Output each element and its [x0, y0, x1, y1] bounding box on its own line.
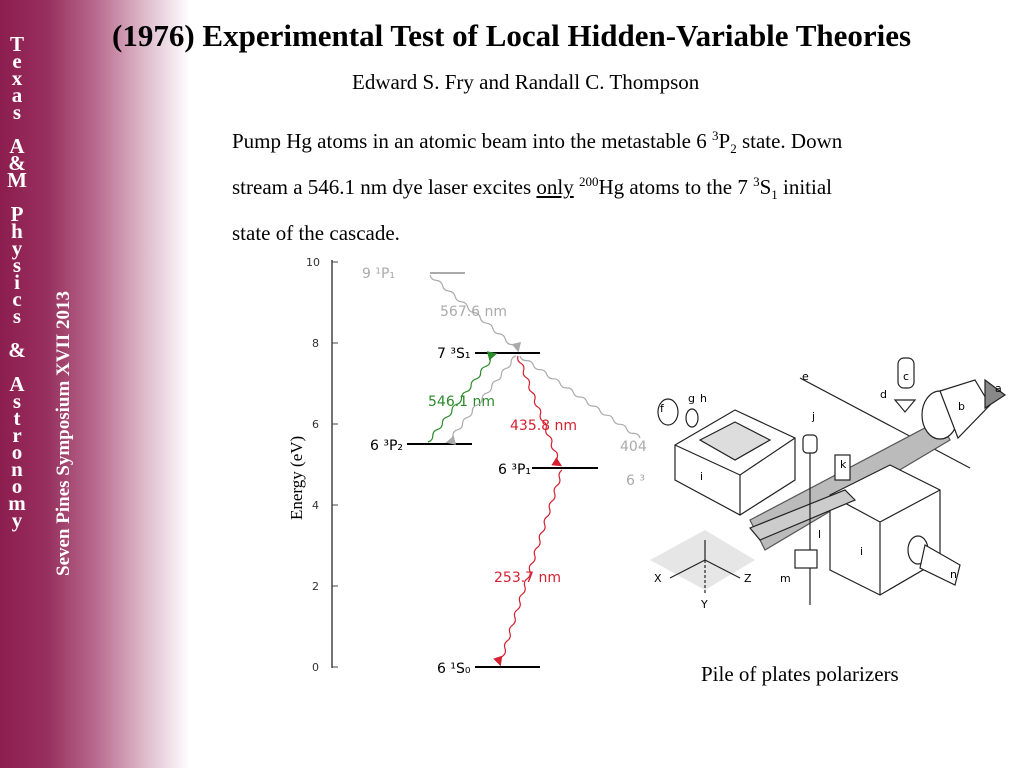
axis-label-x: X [654, 572, 662, 585]
transition-435-8nm [518, 356, 560, 465]
transition-253-7nm [500, 470, 562, 664]
sidebar-banner [0, 0, 190, 768]
level-label-6-3-partial: 6 ³ [626, 473, 645, 489]
vertical-organization-text: T e x a s A & M P h y s i c s & A s t r o n o m y [7, 32, 27, 532]
authors: Edward S. Fry and Randall C. Thompson [352, 70, 700, 94]
vertical-conference-text: Seven Pines Symposium XVII 2013 [53, 290, 74, 576]
part-label-e: e [802, 370, 809, 383]
axis-label-y: Y [701, 598, 708, 611]
slide-title: (1976) Experimental Test of Local Hidden-Variable Theories [112, 18, 912, 53]
transition-label-567-6nm: 567.6 nm [440, 304, 508, 320]
transition-label-435-8nm: 435.8 nm [510, 418, 578, 434]
description-line-2: stream a 546.1 nm dye laser excites only $^{200}$Hg atoms to the 7 $^3S_1$ initial [232, 174, 833, 203]
component-d-top [895, 400, 915, 412]
part-label-i-upper: i [700, 470, 704, 483]
part-label-k: k [840, 458, 847, 471]
part-label-j: j [812, 410, 816, 423]
component-j [803, 435, 817, 453]
part-label-l: l [818, 528, 822, 541]
part-label-g: g [688, 392, 695, 405]
part-label-a: a [995, 382, 1002, 395]
y-tick-label: 4 [312, 499, 319, 512]
axes-plane [650, 530, 755, 590]
level-label-6-3P2: 6 ³P₂ [370, 438, 404, 454]
description-line-3: state of the cascade. [232, 221, 400, 245]
component-g [686, 409, 698, 427]
part-label-b: b [958, 400, 965, 413]
transition-label-404: 404 [620, 439, 647, 455]
description-line-1: Pump Hg atoms in an atomic beam into the metastable 6 $^3P_2$ state. Down [232, 128, 843, 157]
part-label-n: n [950, 568, 957, 581]
axis-label-z: Z [744, 572, 752, 585]
part-label-h: h [700, 392, 707, 405]
part-label-m: m [780, 572, 791, 585]
y-tick-label: 10 [306, 256, 320, 269]
apparatus-drawing [640, 350, 1020, 640]
description-paragraph [232, 118, 1002, 256]
transition-label-253-7nm: 253.7 nm [494, 570, 562, 586]
transition-label-546-1nm: 546.1 nm [428, 394, 496, 410]
y-tick-label: 2 [312, 580, 319, 593]
y-tick-label: 0 [312, 661, 319, 674]
y-tick-label: 8 [312, 337, 319, 350]
level-label-7-3S1: 7 ³S₁ [437, 346, 471, 362]
part-label-f: f [660, 402, 664, 415]
component-m [795, 550, 817, 568]
part-label-d: d [880, 388, 887, 401]
part-label-c: c [903, 370, 910, 383]
y-axis-label: Energy (eV) [287, 435, 306, 520]
level-label-6-3P1: 6 ³P₁ [498, 462, 532, 478]
part-label-i-lower: i [860, 545, 864, 558]
level-label-6-1S0: 6 ¹S₀ [437, 661, 471, 677]
emphasis-only: only [536, 175, 574, 199]
level-label-9-1P1: 9 ¹P₁ [362, 266, 396, 282]
energy-level-diagram [270, 250, 650, 680]
apparatus-caption: Pile of plates polarizers [701, 662, 899, 686]
y-tick-label: 6 [312, 418, 319, 431]
